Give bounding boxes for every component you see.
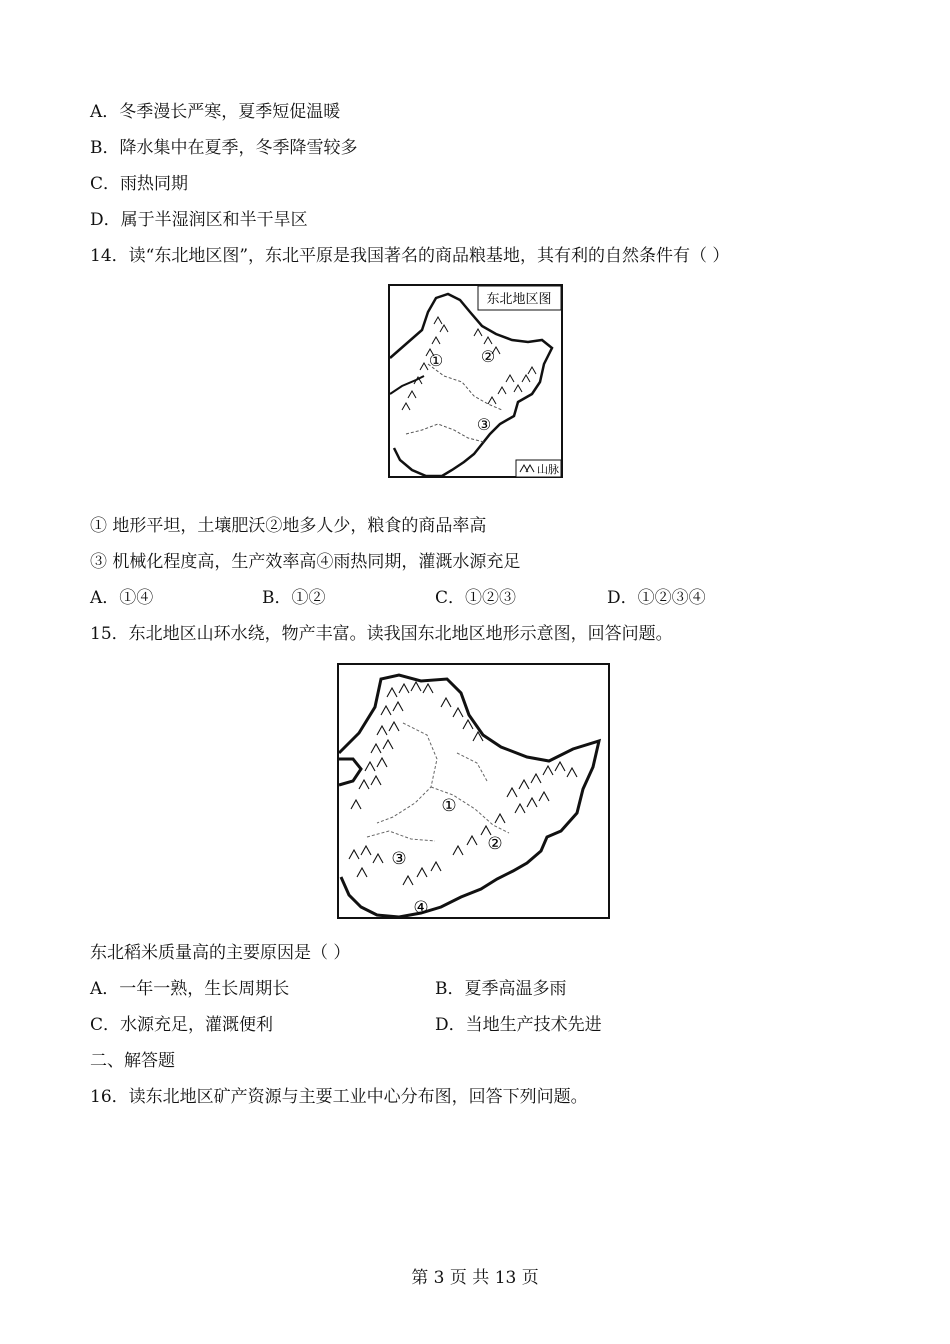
q15-stem: 15．东北地区山环水绕，物产丰富。读我国东北地区地形示意图，回答问题。	[90, 624, 673, 644]
q15-option-a: A．一年一熟，生长周期长	[90, 979, 290, 999]
q14-option-a: A．①④	[90, 588, 154, 608]
map1-label-2: ②	[480, 347, 496, 366]
page-footer: 第 3 页 共 13 页	[411, 1268, 539, 1288]
q14-stem: 14．读“东北地区图”，东北平原是我国著名的商品粮基地，其有利的自然条件有（ ）	[90, 246, 730, 266]
q15-option-d: D．当地生产技术先进	[435, 1015, 602, 1035]
map2-label-3: ③	[391, 849, 407, 869]
q14-statement-2: ③ 机械化程度高，生产效率高④雨热同期，灌溉水源充足	[90, 552, 521, 572]
q13-option-c: C．雨热同期	[90, 174, 189, 194]
q13-option-a: A．冬季漫长严寒，夏季短促温暖	[90, 102, 341, 122]
map1-label-1: ①	[428, 351, 444, 370]
map2-label-1: ①	[441, 796, 457, 816]
q14-statement-1: ① 地形平坦，土壤肥沃②地多人少，粮食的商品率高	[90, 516, 487, 536]
map1-legend-label: 山脉	[537, 463, 559, 476]
q15-option-b: B．夏季高温多雨	[435, 979, 567, 999]
q13-option-b: B．降水集中在夏季，冬季降雪较多	[90, 138, 358, 158]
q14-option-b: B．①②	[262, 588, 326, 608]
q14-option-c: C．①②③	[435, 588, 517, 608]
northeast-terrain-map-figure	[337, 663, 610, 919]
q14-option-d: D．①②③④	[607, 588, 706, 608]
map2-label-2: ②	[487, 834, 503, 854]
map2-label-4: ④	[413, 898, 429, 918]
northeast-map-figure	[388, 284, 563, 478]
q13-option-d: D．属于半湿润区和半干旱区	[90, 210, 308, 230]
q15-question: 东北稻米质量高的主要原因是（ ）	[90, 943, 351, 963]
q16-stem: 16．读东北地区矿产资源与主要工业中心分布图，回答下列问题。	[90, 1087, 588, 1107]
map1-title: 东北地区图	[486, 292, 552, 307]
q15-option-c: C．水源充足，灌溉便利	[90, 1015, 274, 1035]
section-heading: 二、解答题	[90, 1051, 175, 1071]
map1-label-3: ③	[476, 415, 492, 434]
